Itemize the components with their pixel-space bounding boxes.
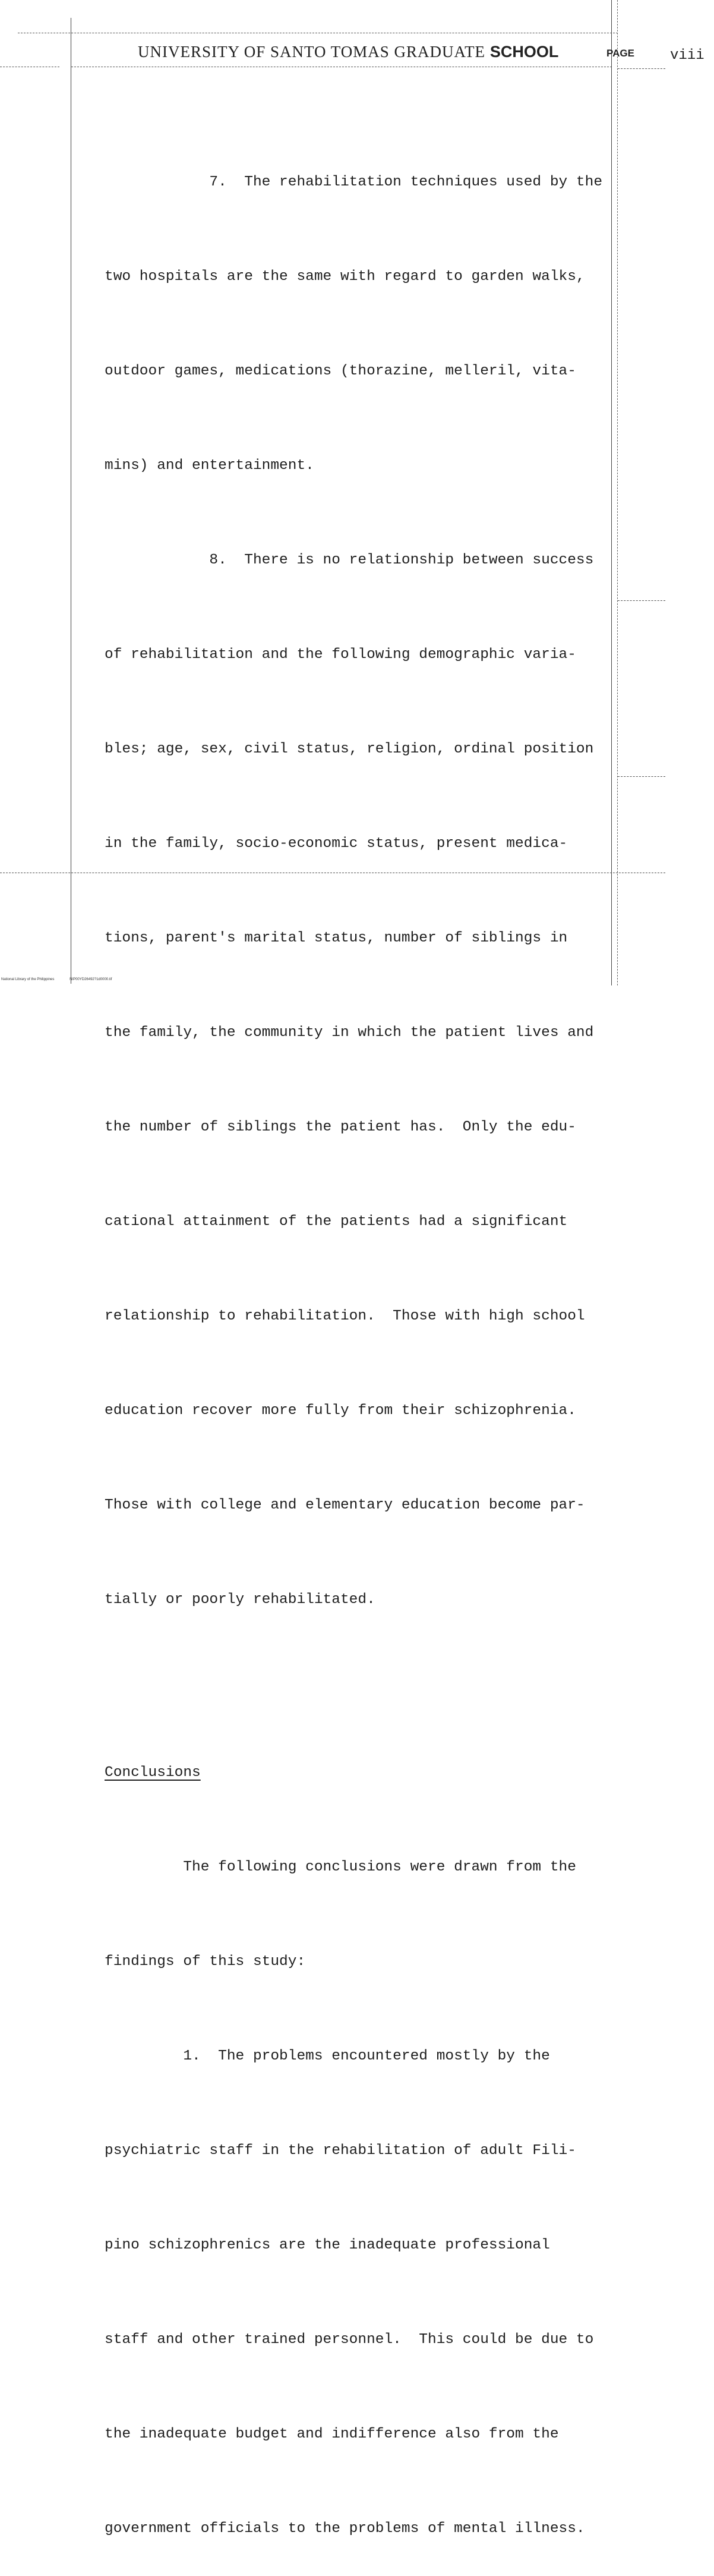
text-line: the family, the community in which the patient lives and xyxy=(105,1025,594,1041)
text-line: bles; age, sex, civil status, religion, ordinal position xyxy=(105,741,594,757)
text-line: cational attainment of the patients had a significant xyxy=(105,1214,568,1230)
text-line: tions, parent's marital status, number of siblings in xyxy=(105,930,568,946)
text-line: 1. The problems encountered mostly by the xyxy=(105,2048,550,2064)
page-header xyxy=(138,43,558,61)
paragraph-gap xyxy=(105,1679,651,1694)
footer-file-id: NIP00YD26492?1d0000.tif xyxy=(69,978,112,981)
text-line: The following conclusions were drawn from the xyxy=(105,1859,576,1875)
header-school: SCHOOL xyxy=(489,43,559,61)
text-line: findings of this study: xyxy=(105,1954,306,1970)
text-line: 8. There is no relationship between success xyxy=(105,552,594,568)
text-line: relationship to rehabilitation. Those with high school xyxy=(105,1308,585,1324)
text-line: in the family, socio-economic status, present medica- xyxy=(105,836,568,852)
text-line: pino schizophrenics are the inadequate professional xyxy=(105,2237,550,2253)
page-number: viii xyxy=(670,48,704,64)
text-line: two hospitals are the same with regard to garden walks, xyxy=(105,269,585,285)
footer-library: National Library of the Philippines xyxy=(1,978,55,981)
text-line: tially or poorly rehabilitated. xyxy=(105,1592,375,1608)
text-line: outdoor games, medications (thorazine, melleril, vita- xyxy=(105,363,576,379)
text-line: of rehabilitation and the following demographic varia- xyxy=(105,647,576,663)
text-line: the number of siblings the patient has. Only the edu- xyxy=(105,1119,576,1135)
scan-footer xyxy=(1,978,126,981)
text-line: mins) and entertainment. xyxy=(105,458,314,474)
document-body xyxy=(105,103,651,2576)
text-line: psychiatric staff in the rehabilitation of adult Fili- xyxy=(105,2143,576,2159)
text-line: education recover more fully from their schizophrenia. xyxy=(105,1403,576,1419)
header-institution: UNIVERSITY OF SANTO TOMAS GRADUATE xyxy=(138,43,486,61)
text-line: government officials to the problems of mental illness. xyxy=(105,2521,585,2537)
text-line: 7. The rehabilitation techniques used by the xyxy=(105,174,603,190)
page-label: PAGE xyxy=(606,48,634,59)
right-margin-tick xyxy=(618,68,665,69)
text-line: Those with college and elementary education become par- xyxy=(105,1497,585,1513)
text-line: the inadequate budget and indifference also from the xyxy=(105,2426,559,2442)
section-heading: Conclusions xyxy=(105,1765,201,1781)
text-line: staff and other trained personnel. This could be due to xyxy=(105,2332,594,2348)
